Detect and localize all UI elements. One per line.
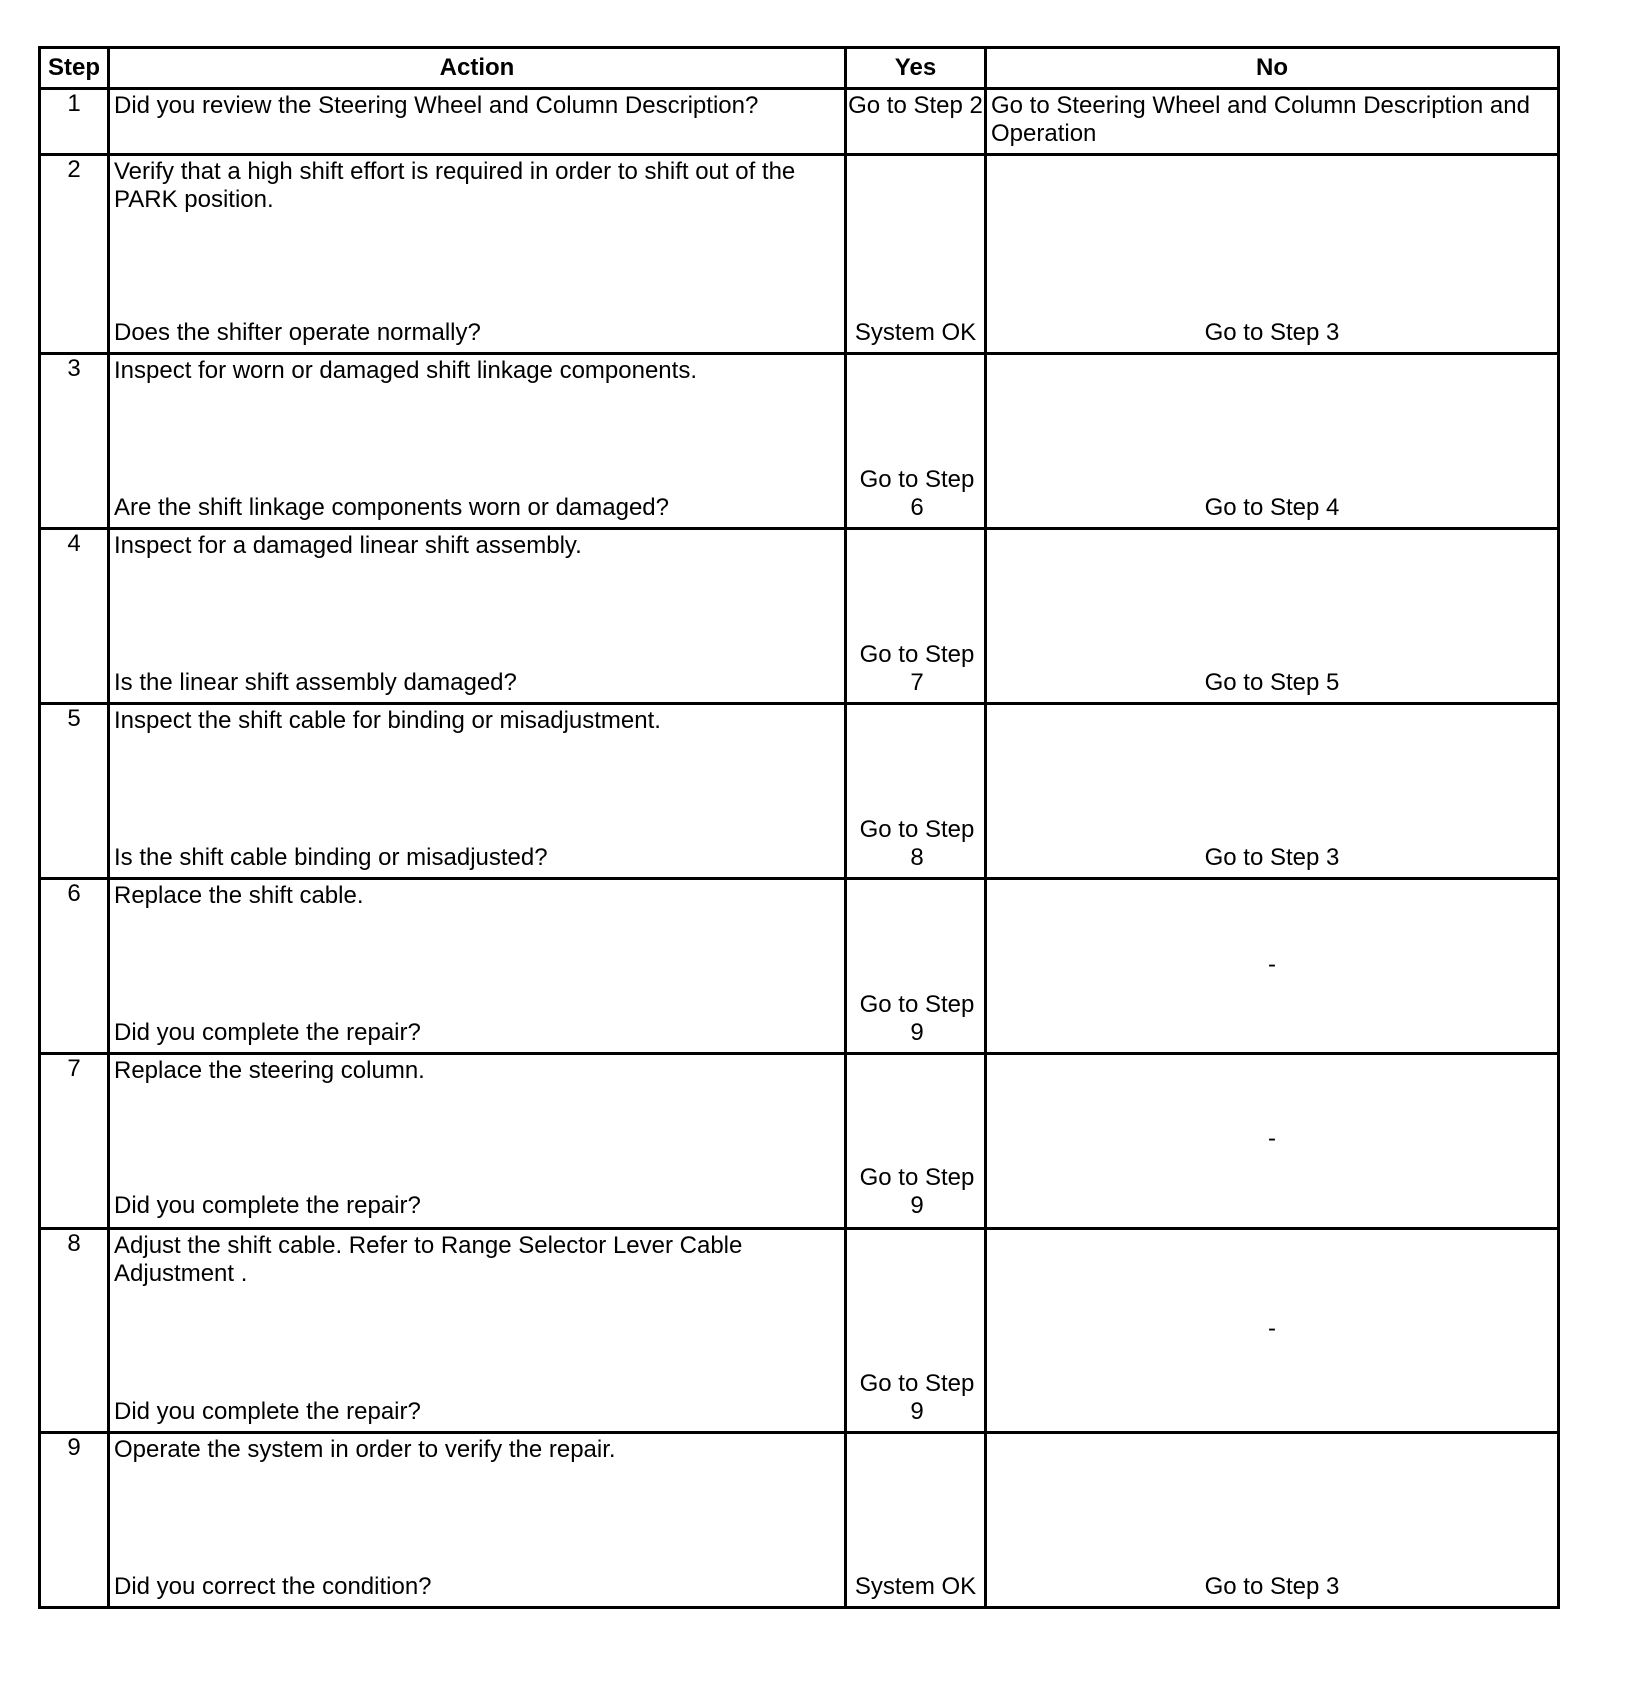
no-cell xyxy=(986,1433,1559,1608)
action-text: Did you review the Steering Wheel and Column Description? xyxy=(114,92,759,119)
table-row xyxy=(40,1433,1559,1608)
action-cell xyxy=(109,89,846,155)
action-cell xyxy=(109,155,846,354)
no-cell xyxy=(986,1054,1559,1229)
no-value: Go to Steering Wheel and Column Description and Operation xyxy=(991,92,1530,147)
action-cell xyxy=(109,529,846,704)
no-cell xyxy=(986,704,1559,879)
table-row xyxy=(40,529,1559,704)
step-number: 5 xyxy=(40,704,109,879)
step-number: 6 xyxy=(40,879,109,1054)
action-cell xyxy=(109,354,846,529)
yes-cell xyxy=(846,704,986,879)
action-text: Inspect for worn or damaged shift linkage components. xyxy=(114,357,697,384)
table-row xyxy=(40,354,1559,529)
no-value: Go to Step 3 xyxy=(1204,1573,1340,1600)
table-row xyxy=(40,879,1559,1054)
no-cell xyxy=(986,354,1559,529)
diagnostic-table xyxy=(38,46,1560,1609)
yes-cell xyxy=(846,879,986,1054)
yes-value: Go to Step 6 xyxy=(859,466,975,521)
no-value: Go to Step 3 xyxy=(1204,844,1340,871)
action-text: Inspect for a damaged linear shift assembly. xyxy=(114,532,582,559)
no-value: Go to Step 3 xyxy=(1204,319,1340,346)
no-cell xyxy=(986,155,1559,354)
no-value: Go to Step 5 xyxy=(1204,669,1340,696)
header-step: Step xyxy=(40,48,109,89)
yes-value: System OK xyxy=(854,1573,977,1600)
action-text: Adjust the shift cable. Refer to Range Selector Lever Cable Adjustment . xyxy=(114,1232,743,1287)
action-cell xyxy=(109,1054,846,1229)
yes-value: System OK xyxy=(854,319,977,346)
no-value: - xyxy=(1268,950,1276,978)
table-row xyxy=(40,1054,1559,1229)
step-number: 2 xyxy=(40,155,109,354)
action-question: Did you complete the repair? xyxy=(114,1019,421,1046)
header-no: No xyxy=(986,48,1559,89)
action-cell xyxy=(109,704,846,879)
no-cell xyxy=(986,529,1559,704)
yes-value: Go to Step 9 xyxy=(859,991,975,1046)
yes-value: Go to Step 2 xyxy=(848,92,983,119)
action-text: Verify that a high shift effort is required in order to shift out of the PARK position. xyxy=(114,158,796,213)
no-value: - xyxy=(1268,1124,1276,1152)
step-number: 8 xyxy=(40,1229,109,1433)
action-text: Replace the steering column. xyxy=(114,1057,425,1084)
step-number: 7 xyxy=(40,1054,109,1229)
yes-value: Go to Step 9 xyxy=(859,1370,975,1425)
no-cell xyxy=(986,879,1559,1054)
action-question: Is the linear shift assembly damaged? xyxy=(114,669,517,696)
header-row xyxy=(40,48,1559,89)
action-question: Is the shift cable binding or misadjusted? xyxy=(114,844,548,871)
yes-cell xyxy=(846,155,986,354)
yes-cell xyxy=(846,529,986,704)
no-cell xyxy=(986,89,1559,155)
action-text: Inspect the shift cable for binding or misadjustment. xyxy=(114,707,661,734)
action-question: Did you complete the repair? xyxy=(114,1192,421,1219)
action-question: Did you complete the repair? xyxy=(114,1398,421,1425)
header-action: Action xyxy=(109,48,846,89)
yes-cell xyxy=(846,354,986,529)
action-cell xyxy=(109,1433,846,1608)
yes-value: Go to Step 7 xyxy=(859,641,975,696)
step-number: 3 xyxy=(40,354,109,529)
no-cell xyxy=(986,1229,1559,1433)
table-row xyxy=(40,704,1559,879)
yes-value: Go to Step 9 xyxy=(859,1164,975,1219)
step-number: 4 xyxy=(40,529,109,704)
table-row xyxy=(40,89,1559,155)
action-text: Operate the system in order to verify the repair. xyxy=(114,1436,616,1463)
yes-cell xyxy=(846,1433,986,1608)
action-question: Are the shift linkage components worn or damaged? xyxy=(114,494,669,521)
action-cell xyxy=(109,1229,846,1433)
yes-cell xyxy=(846,1229,986,1433)
table-row xyxy=(40,155,1559,354)
table-row xyxy=(40,1229,1559,1433)
action-text: Replace the shift cable. xyxy=(114,882,364,909)
yes-value: Go to Step 8 xyxy=(859,816,975,871)
header-yes: Yes xyxy=(846,48,986,89)
action-cell xyxy=(109,879,846,1054)
yes-cell xyxy=(846,1054,986,1229)
action-question: Did you correct the condition? xyxy=(114,1573,432,1600)
no-value: - xyxy=(1268,1315,1276,1342)
step-number: 9 xyxy=(40,1433,109,1608)
no-value: Go to Step 4 xyxy=(1204,494,1340,521)
step-number: 1 xyxy=(40,89,109,155)
action-question: Does the shifter operate normally? xyxy=(114,319,481,346)
yes-cell xyxy=(846,89,986,155)
